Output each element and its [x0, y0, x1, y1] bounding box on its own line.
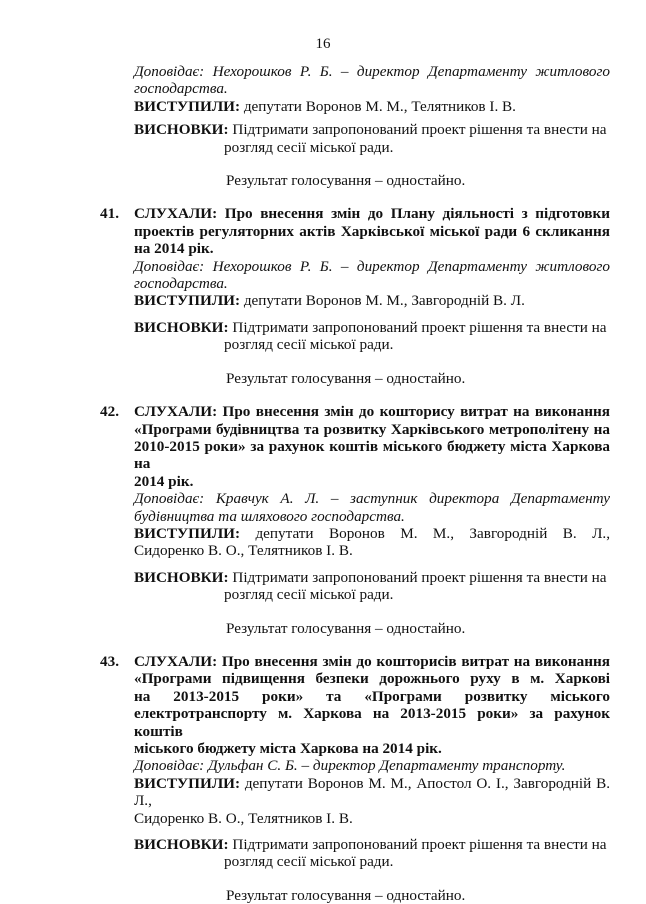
vote-result: Результат голосування – одностайно. [226, 369, 466, 387]
heard-label: СЛУХАЛИ: [134, 652, 218, 670]
conclusions-label: ВИСНОВКИ: [134, 318, 229, 336]
conclusions-text: Підтримати запропонований проект рішення та внести на [232, 121, 607, 139]
vote-result: Результат голосування – одностайно. [226, 619, 466, 637]
vote-result: Результат голосування – одностайно. [226, 886, 466, 904]
conclusions-text: Підтримати запропонований проект рішення та внести на [232, 568, 607, 586]
vote-result: Результат голосування – одностайно. [226, 172, 466, 190]
heard-line [134, 403, 610, 420]
conclusions-line [134, 569, 610, 586]
heard-text: «Програми будівництва та розвитку Харківського метрополітену на [134, 420, 610, 438]
conclusions-label: ВИСНОВКИ: [134, 121, 229, 139]
heard-line [134, 653, 610, 670]
reporter-line: Доповідає: Нехорошков Р. Б. – директор Департаменту житлового [134, 257, 610, 275]
agenda-item-43 [100, 652, 610, 904]
spoke-text: Сидоренко В. О., Телятников І. В. [134, 809, 353, 827]
spoke-label: ВИСТУПИЛИ: [134, 97, 241, 115]
spoke-label: ВИСТУПИЛИ: [134, 292, 241, 310]
heard-text: міського бюджету міста Харкова на 2014 рік. [134, 740, 442, 757]
heard-text: 2014 рік. [134, 472, 194, 490]
conclusions-label: ВИСНОВКИ: [134, 836, 229, 854]
heard-line [134, 205, 610, 222]
conclusions-label: ВИСНОВКИ: [134, 568, 229, 586]
agenda-item-41 [100, 205, 611, 387]
reporter-line: господарства. [134, 80, 228, 98]
spoke-line [134, 775, 610, 810]
heard-text: 2010-2015 роки» за рахунок коштів міського бюджету міста Харкова на [134, 437, 610, 473]
conclusions-text: Підтримати запропонований проект рішення та внести на [232, 836, 607, 854]
item-number: 43. [100, 652, 119, 670]
page-content [100, 63, 611, 904]
intro-block [134, 63, 610, 189]
reporter-line: Доповідає: Дульфан С. Б. – директор Департаменту транспорту. [134, 757, 566, 775]
reporter-line: будівництва та шляхового господарства. [134, 507, 405, 525]
heard-text: проектів регуляторних актів Харківської міської ради 6 скликання [134, 222, 610, 240]
conclusions-text: розгляд сесії міської ради. [224, 336, 394, 354]
reporter-line: господарства. [134, 275, 228, 293]
heard-text: на 2014 рік. [134, 240, 214, 258]
spoke-text: Сидоренко В. О., Телятников І. В. [134, 542, 353, 560]
spoke-label: ВИСТУПИЛИ: [134, 524, 241, 542]
spoke-text: депутати Воронов М. М., Телятников І. В. [243, 97, 516, 115]
agenda-item-42 [100, 403, 610, 637]
spoke-text: депутати Воронов М. М., Апостол О. І., Завгородній В. Л., [134, 774, 610, 810]
reporter-line: Доповідає: Кравчук А. Л. – заступник директора Департаменту [134, 490, 610, 508]
spoke-text: депутати Воронов М. М., Завгородній В. Л. [243, 292, 525, 310]
reporter-line: Доповідає: Нехорошков Р. Б. – директор Департаменту житлового [134, 63, 610, 80]
heard-label: СЛУХАЛИ: [134, 403, 218, 421]
conclusions-text: Підтримати запропонований проект рішення та внести на [232, 318, 607, 336]
heard-text: «Програми підвищення безпеки дорожнього руху в м. Харкові [134, 670, 610, 688]
heard-text: Про внесення змін до Плану діяльності з підготовки [224, 205, 611, 223]
conclusions-line [134, 319, 610, 336]
spoke-label: ВИСТУПИЛИ: [134, 774, 241, 792]
item-number: 41. [100, 205, 119, 223]
heard-text: Про внесення змін до кошторису витрат на виконання [222, 403, 610, 421]
spoke-text: депутати Воронов М. М., Завгородній В. Л., [255, 524, 610, 542]
heard-label: СЛУХАЛИ: [134, 205, 218, 223]
heard-text: електротранспорту м. Харкова на 2013-2015 роки» за рахунок коштів [134, 705, 610, 740]
conclusions-line [134, 836, 610, 853]
conclusions-text: розгляд сесії міської ради. [224, 853, 394, 871]
conclusions-line [134, 121, 610, 138]
heard-text: на 2013-2015 роки» та «Програми розвитку міського [134, 687, 610, 705]
conclusions-text: розгляд сесії міської ради. [224, 586, 394, 604]
heard-text: Про внесення змін до кошторисів витрат на виконання [221, 652, 610, 670]
page-number: 16 [315, 36, 331, 52]
spoke-line [134, 292, 610, 309]
item-number: 42. [100, 403, 119, 421]
spoke-line [134, 98, 610, 115]
conclusions-text: розгляд сесії міської ради. [224, 138, 394, 156]
spoke-line [134, 525, 610, 542]
